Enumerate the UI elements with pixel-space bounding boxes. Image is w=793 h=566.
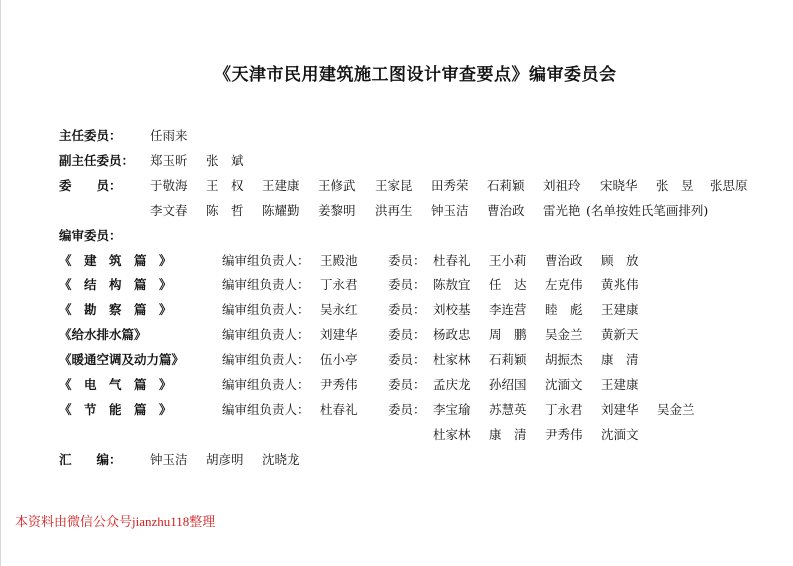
section-member-name: 康 清: [489, 427, 527, 442]
section-member-name: 杜家林: [433, 352, 471, 367]
compilers-label: 汇 编：: [59, 452, 122, 467]
section-name: 《 电 气 篇 》: [59, 377, 172, 392]
section-member-name: 沈湎文: [601, 427, 639, 442]
section-member-label: 委员：: [388, 352, 426, 367]
section-name: 《 勘 察 篇 》: [59, 302, 172, 317]
members-label: 委 员：: [59, 178, 122, 193]
section-leader-label: 编审组负责人：: [222, 253, 310, 268]
member-name: 王建康: [262, 178, 300, 193]
member-name: 王家昆: [375, 178, 413, 193]
member-name: 于敬海: [150, 178, 188, 193]
section-leader-name: 刘建华: [320, 327, 358, 342]
section-leader-label: 编审组负责人：: [222, 302, 310, 317]
section-leader-name: 王殿池: [320, 253, 358, 268]
section-member-name: 吴金兰: [545, 327, 583, 342]
member-name: 雷光艳: [543, 203, 581, 218]
section-leader-label: 编审组负责人：: [222, 352, 310, 367]
member-name: 王 权: [206, 178, 244, 193]
section-member-name: 刘校基: [433, 302, 471, 317]
member-name: 姜黎明: [318, 203, 356, 218]
section-member-label: 委员：: [388, 253, 426, 268]
section-name: 《 建 筑 篇 》: [59, 253, 172, 268]
director-name: 任雨来: [150, 128, 188, 143]
section-member-name: 孙绍国: [489, 377, 527, 392]
section-member-name: 丁永君: [545, 402, 583, 417]
section-leader-name: 伍小亭: [320, 352, 358, 367]
deputies-label: 副主任委员：: [59, 153, 135, 168]
section-member-name: 孟庆龙: [433, 377, 471, 392]
member-name: 曹治政: [487, 203, 525, 218]
section-member-name: 王建康: [601, 377, 639, 392]
section-leader-label: 编审组负责人：: [222, 402, 310, 417]
member-name: 田秀荣: [431, 178, 469, 193]
section-member-name: 黄兆伟: [601, 277, 639, 292]
section-member-name: 睦 彪: [545, 302, 583, 317]
compiler-name: 沈晓龙: [262, 452, 300, 467]
section-leader-name: 吴永红: [320, 302, 358, 317]
member-name: 李文春: [150, 203, 188, 218]
section-leader-name: 杜春礼: [320, 402, 358, 417]
member-name: 张思原: [710, 178, 748, 193]
section-member-name: 沈湎文: [545, 377, 583, 392]
section-member-name: 李宝瑜: [433, 402, 471, 417]
section-leader-name: 尹秀伟: [320, 377, 358, 392]
section-member-name: 陈敖宜: [433, 277, 471, 292]
section-member-name: 石莉颖: [489, 352, 527, 367]
compiler-name: 胡彦明: [206, 452, 244, 467]
members-order-note: (名单按姓氏笔画排列): [586, 203, 709, 218]
page-edge: [0, 0, 1, 566]
section-member-name: 左克伟: [545, 277, 583, 292]
section-name: 《暖通空调及动力篇》: [59, 352, 185, 367]
section-name: 《 节 能 篇 》: [59, 402, 172, 417]
watermark-text: 本资料由微信公众号jianzhu118整理: [15, 514, 216, 529]
editors-label: 编审委员：: [59, 228, 122, 243]
section-member-name: 杜春礼: [433, 253, 471, 268]
section-member-name: 周 鹏: [489, 327, 527, 342]
section-member-name: 王建康: [601, 302, 639, 317]
member-name: 张 昱: [656, 178, 694, 193]
section-member-name: 苏慧英: [489, 402, 527, 417]
section-member-name: 康 清: [601, 352, 639, 367]
section-member-label: 委员：: [388, 302, 426, 317]
section-member-label: 委员：: [388, 402, 426, 417]
member-name: 洪再生: [375, 203, 413, 218]
section-member-label: 委员：: [388, 377, 426, 392]
section-name: 《给水排水篇》: [59, 327, 147, 342]
section-member-name: 胡振杰: [545, 352, 583, 367]
section-member-name: 吴金兰: [657, 402, 695, 417]
section-leader-label: 编审组负责人：: [222, 277, 310, 292]
deputy-name: 张 斌: [206, 153, 244, 168]
section-member-name: 任 达: [489, 277, 527, 292]
section-leader-label: 编审组负责人：: [222, 327, 310, 342]
director-label: 主任委员：: [59, 128, 122, 143]
section-member-label: 委员：: [388, 277, 426, 292]
section-member-name: 黄新天: [601, 327, 639, 342]
deputy-name: 郑玉昕: [150, 153, 188, 168]
section-member-name: 曹治政: [545, 253, 583, 268]
section-member-name: 顾 放: [601, 253, 639, 268]
section-member-name: 李连营: [489, 302, 527, 317]
section-name: 《 结 构 篇 》: [59, 277, 172, 292]
member-name: 陈 哲: [206, 203, 244, 218]
section-leader-label: 编审组负责人：: [222, 377, 310, 392]
member-name: 陈耀勤: [262, 203, 300, 218]
section-member-name: 刘建华: [601, 402, 639, 417]
section-member-label: 委员：: [388, 327, 426, 342]
compiler-name: 钟玉洁: [150, 452, 188, 467]
section-member-name: 尹秀伟: [545, 427, 583, 442]
section-member-name: 杜家林: [433, 427, 471, 442]
member-name: 钟玉洁: [431, 203, 469, 218]
member-name: 宋晓华: [600, 178, 638, 193]
member-name: 石莉颖: [487, 178, 525, 193]
member-name: 刘祖玲: [543, 178, 581, 193]
section-member-name: 杨政忠: [433, 327, 471, 342]
section-leader-name: 丁永君: [320, 277, 358, 292]
section-member-name: 王小莉: [489, 253, 527, 268]
member-name: 王修武: [318, 178, 356, 193]
page-title: 《天津市民用建筑施工图设计审查要点》编审委员会: [214, 65, 617, 85]
